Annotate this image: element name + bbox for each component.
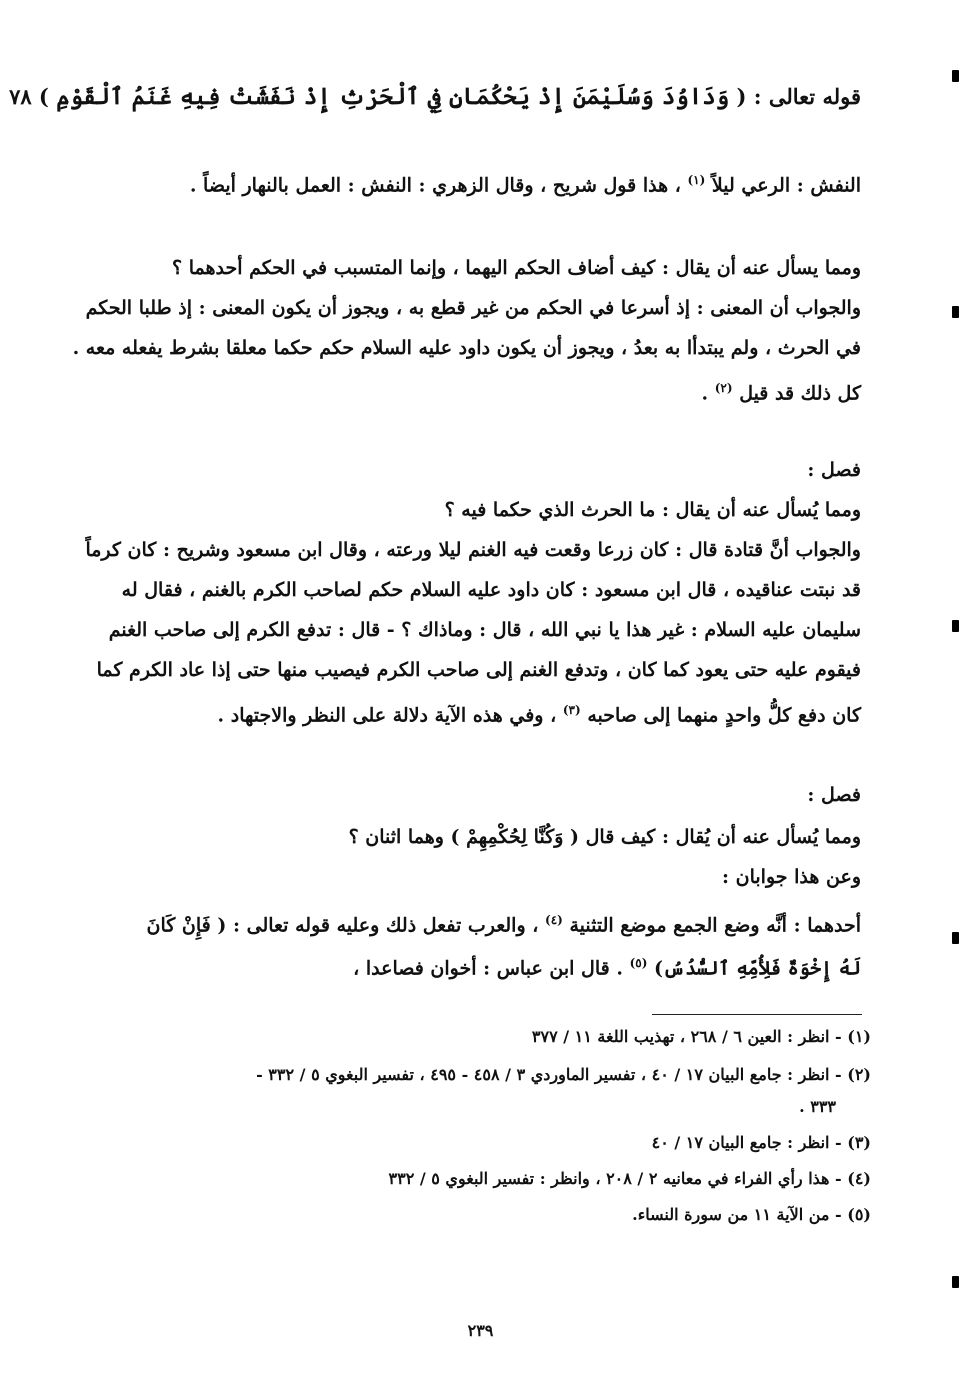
footnote-ref: (٣) xyxy=(562,703,581,717)
section-title: فصل : xyxy=(807,459,861,481)
section-title: فصل : xyxy=(807,784,861,806)
verse-heading xyxy=(9,82,861,112)
footnote: ٣٣٣ . xyxy=(799,1097,836,1116)
quran-verse: وَدَاوُدَ وَسُلَيْمَنَ إِذْ يَحْكُمَانِ فِي ٱلْحَرْثِ إِذْ نَفَشَتْ فِيهِ غَنَمُ ٱلْقَوْمِ xyxy=(56,83,730,110)
text-line: ومما يُسأل عنه أن يقال : ما الحرث الذي حكما فيه ؟ xyxy=(444,499,861,521)
text-line: والجواب أن المعنى : إذ أسرعا في الحكم من غير قطع به ، ويجوز أن يكون المعنى : إذ طلبا الحكم xyxy=(85,297,861,319)
footnote: (١) - انظر : العين ٦ / ٢٦٨ ، تهذيب اللغة ١١ / ٣٧٧ xyxy=(531,1027,871,1046)
heading-prefix: قوله تعالى : ( xyxy=(736,84,861,109)
footnote-ref: (١) xyxy=(687,173,706,187)
text-line: في الحرث ، ولم يبتدأا به بعدُ ، ويجوز أن يكون داود عليه السلام حكم حكما معلقا بشرط يفعله معه . xyxy=(72,337,861,359)
page-number: ٢٣٩ xyxy=(467,1321,494,1340)
footnote-separator xyxy=(652,1014,862,1015)
binding-mark xyxy=(952,620,959,632)
footnote: (٢) - انظر : جامع البيان ١٧ / ٤٠ ، تفسير الماوردي ٣ / ٤٥٨ - ٤٩٥ ، تفسير البغوي ٥ / ٣٣٢ - xyxy=(256,1065,871,1084)
text-line: أحدهما : أنَّه وضع الجمع موضع التثنية $^{(٤)}$ ، والعرب تفعل ذلك وعليه قوله تعالى : ( فَإِنْ كَانَ xyxy=(146,913,861,937)
footnote-ref: (٥) xyxy=(629,956,648,970)
footnote: (٥) - من الآية ١١ من سورة النساء. xyxy=(632,1205,871,1224)
footnote-ref: (٤) xyxy=(545,913,563,927)
text-line: لَهُ إِخْوَةٌ فَلِأُمِّهِ ٱلسُّدُسُ) $^{(٥)}$ . قال ابن عباس : أخوان فصاعدا ، xyxy=(353,956,861,980)
text-line: والجواب أنَّ قتادة قال : كان زرعا وقعت فيه الغنم ليلا ورعته ، وقال ابن مسعود وشريح : كان كرماً xyxy=(85,539,861,561)
text-line: ومما يسأل عنه أن يقال : كيف أضاف الحكم اليهما ، وإنما المتسبب في الحكم أحدهما ؟ xyxy=(172,257,861,279)
binding-mark xyxy=(952,306,959,318)
text-line: ومما يُسأل عنه أن يُقال : كيف قال ( وَكُنَّا لِحُكْمِهِمْ ) وهما اثنان ؟ xyxy=(348,826,861,848)
text-line: سليمان عليه السلام : غير هذا يا نبي الله ، قال : وماذاك ؟ - قال : تدفع الكرم إلى صاحب الغنم xyxy=(108,619,861,641)
heading-suffix: ) ٧٨ xyxy=(9,84,49,109)
text-line: قد نبتت عناقيده ، قال ابن مسعود : كان داود عليه السلام حكم لصاحب الكرم بالغنم ، فقال له xyxy=(121,579,861,601)
binding-mark xyxy=(952,1276,959,1288)
text-line: فيقوم عليه حتى يعود كما كان ، وتدفع الغنم إلى صاحب الكرم فيصيب منها حتى إذا عاد الكرم كما xyxy=(96,659,861,681)
footnote-ref: (٢) xyxy=(714,381,733,395)
text-line: كل ذلك قد قيل $^{(٢)}$ . xyxy=(701,381,861,405)
footnote: (٣) - انظر : جامع البيان ١٧ / ٤٠ xyxy=(651,1133,871,1152)
binding-mark xyxy=(952,932,959,944)
footnote: (٤) - هذا رأي الفراء في معانيه ٢ / ٢٠٨ ، وانظر : تفسير البغوي ٥ / ٣٣٢ xyxy=(388,1169,871,1188)
text-line: وعن هذا جوابان : xyxy=(722,866,861,888)
text-line: النفش : الرعي ليلاً $^{(١)}$ ، هذا قول شريح ، وقال الزهري : النفش : العمل بالنهار أيضاً . xyxy=(189,173,861,197)
text-line: كان دفع كلُّ واحدٍ منهما إلى صاحبه $^{(٣)}$ ، وفي هذه الآية دلالة على النظر والاجتهاد . xyxy=(217,703,861,727)
binding-mark xyxy=(952,70,959,82)
